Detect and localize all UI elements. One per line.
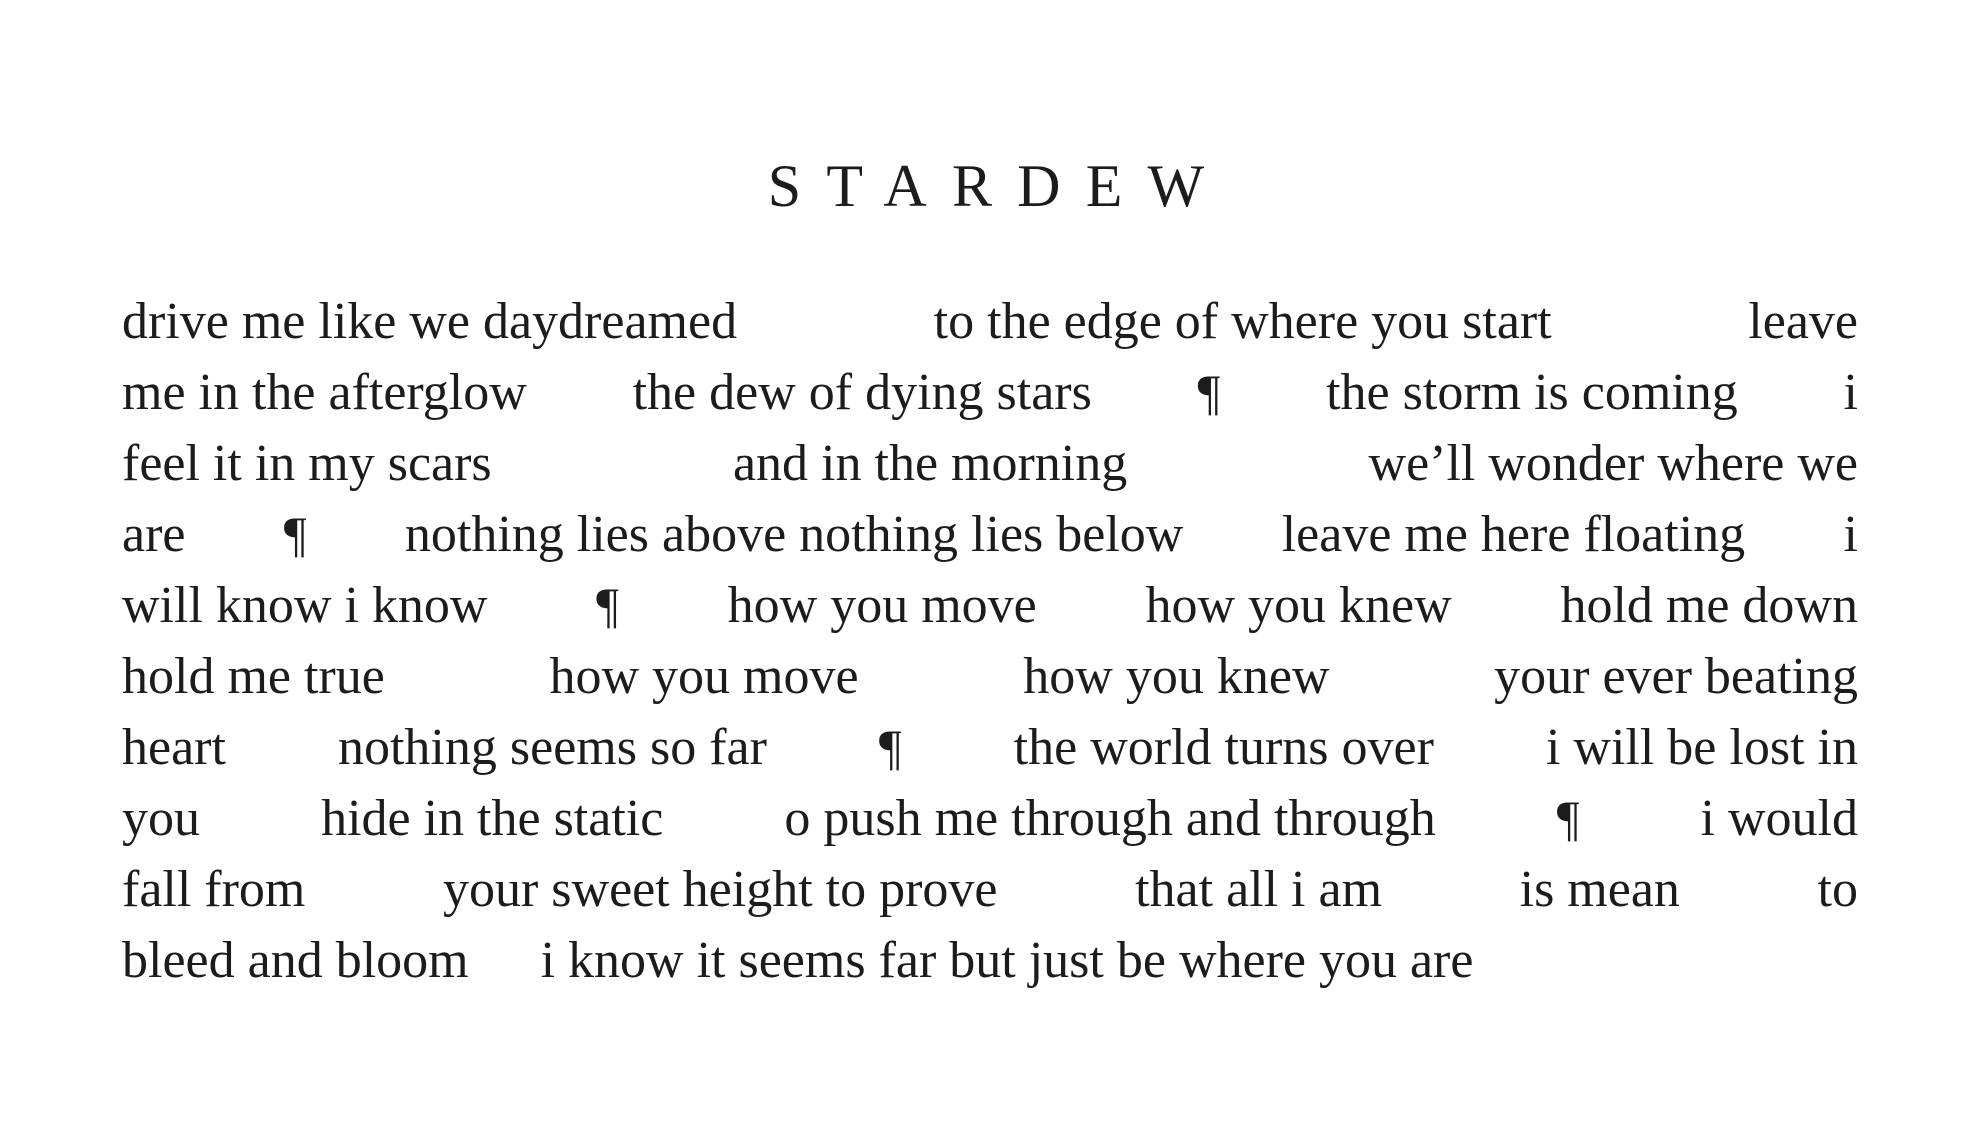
poem-phrase: you — [122, 790, 200, 847]
poem-line — [122, 925, 1858, 996]
pilcrow-mark: ¶ — [596, 577, 619, 633]
poem-phrase: the dew of dying stars — [632, 364, 1092, 421]
poem-phrase: the storm is coming — [1326, 364, 1738, 421]
poem-phrase: i know it seems far but just be where you are — [540, 932, 1474, 989]
pilcrow-mark: ¶ — [1556, 790, 1580, 846]
poem-phrase: and in the morning — [732, 435, 1128, 492]
poem-line — [122, 286, 1858, 357]
poem-phrase: that all i am — [1135, 861, 1383, 918]
poem-phrase: i will be lost in — [1545, 719, 1858, 776]
poem-phrase: will know i know — [122, 577, 488, 634]
poem-line — [122, 499, 1858, 570]
poem-phrase: are — [122, 506, 186, 563]
poem-phrase: leave — [1748, 293, 1858, 350]
poem-phrase: fall from — [122, 861, 306, 918]
poem-phrase: heart — [122, 719, 226, 776]
poem-phrase: is mean — [1519, 861, 1680, 918]
pilcrow-mark: ¶ — [283, 506, 307, 562]
poem-phrase: the world turns over — [1013, 719, 1434, 776]
pilcrow-mark: ¶ — [878, 719, 902, 775]
poem-phrase: leave me here floating — [1281, 506, 1746, 563]
poem-line — [122, 854, 1858, 925]
poem-phrase: how you knew — [1023, 648, 1330, 705]
poem-phrase: hold me down — [1560, 577, 1858, 634]
poem-phrase: your ever beating — [1494, 648, 1858, 705]
poem-line — [122, 712, 1858, 783]
poem-phrase: how you move — [549, 648, 859, 705]
poem-phrase: i — [1843, 506, 1858, 563]
poem-phrase: bleed and bloom — [122, 932, 469, 989]
poem-line — [122, 783, 1858, 854]
poem-phrase: drive me like we daydreamed — [122, 293, 738, 350]
poem-phrase: hold me true — [122, 648, 385, 705]
poem-phrase: feel it in my scars — [122, 435, 492, 492]
poem-phrase: we’ll wonder where we — [1368, 435, 1858, 492]
poem-line — [122, 570, 1858, 641]
poem-line — [122, 428, 1858, 499]
poem-phrase: how you knew — [1145, 577, 1452, 634]
poem-phrase: your sweet height to prove — [442, 861, 998, 918]
poem-phrase: hide in the static — [321, 790, 664, 847]
poem-phrase: i — [1843, 364, 1858, 421]
poem-phrase: to — [1817, 861, 1858, 918]
poem-title: STARDEW — [767, 153, 1230, 219]
poem-phrase: nothing lies above nothing lies below — [404, 506, 1184, 563]
pilcrow-mark: ¶ — [1197, 364, 1221, 420]
poem-phrase: nothing seems so far — [337, 719, 767, 776]
poem-line — [122, 357, 1858, 428]
poem-line — [122, 641, 1858, 712]
poem-phrase: o push me through and through — [784, 790, 1436, 847]
poem-phrase: i would — [1700, 790, 1858, 847]
poem-phrase: how you move — [727, 577, 1037, 634]
poem-phrase: to the edge of where you start — [933, 293, 1552, 350]
poem-phrase: me in the afterglow — [122, 364, 527, 421]
poem-body — [122, 286, 1858, 996]
